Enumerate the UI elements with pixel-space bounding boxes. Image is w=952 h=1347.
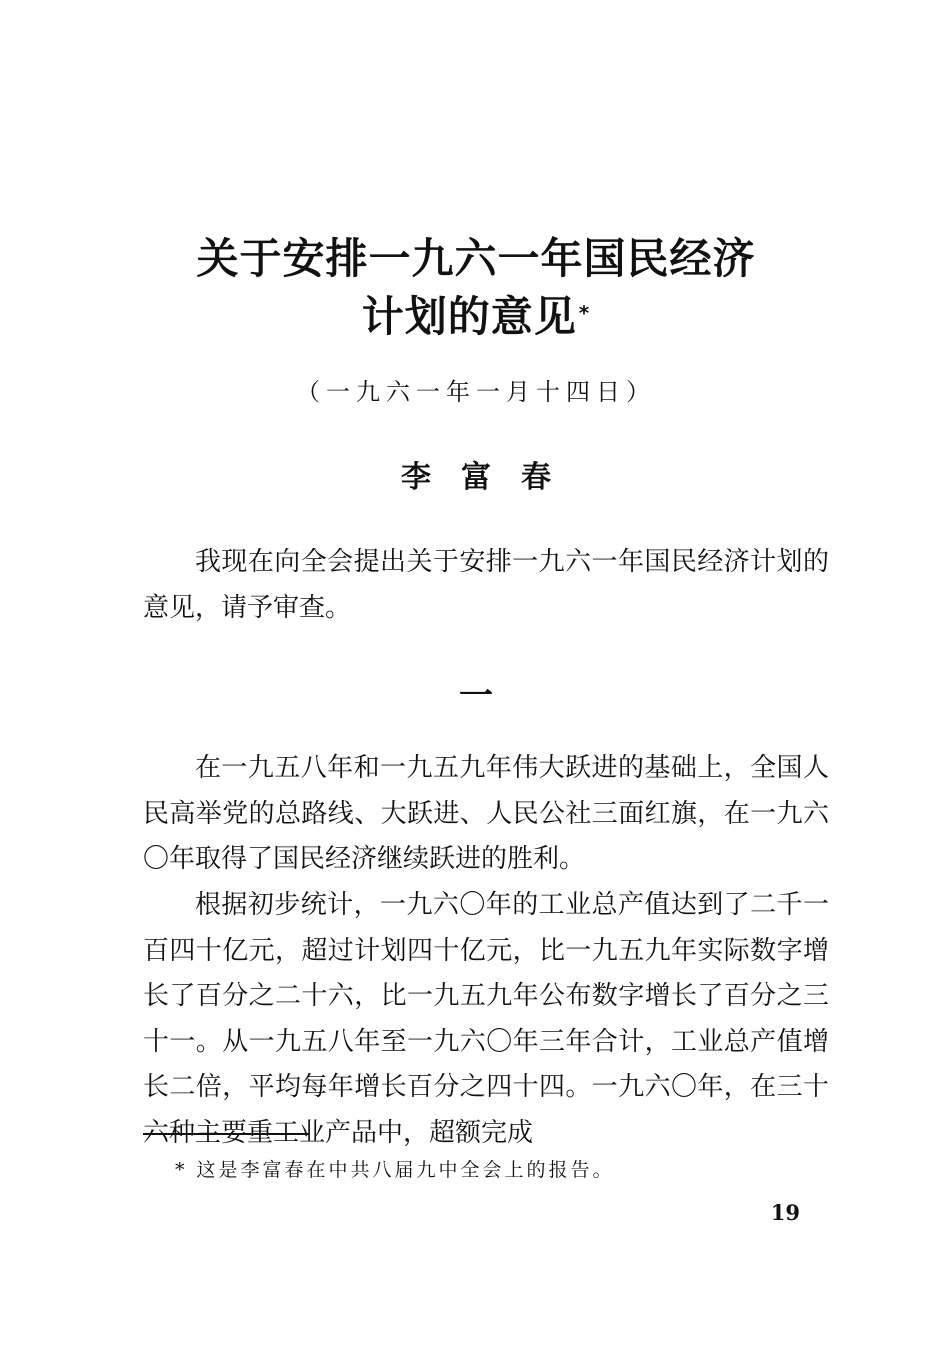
body-paragraph-1: 在一九五八年和一九五九年伟大跃进的基础上，全国人民高举党的总路线、大跃进、人民公社三面红旗，在一九六〇年取得了国民经济继续跃进的胜利。 [143,753,829,874]
intro-paragraph: 我现在向全会提出关于安排一九六一年国民经济计划的意见，请予审查。 [143,547,829,623]
title-line-1: 关于安排一九六一年国民经济 [196,234,756,283]
body-paragraph-2: 根据初步统计，一九六〇年的工业总产值达到了二千一百四十亿元，超过计划四十亿元，比一九五九年实际数字增长了百分之二十六，比一九五九年公布数字增长了百分之三十一。从一九五八年至一九六〇年三年合计，工业总产值增长二倍，平均每年增长百分之四十四。一九六〇年，在三十六种主要重工业产品中，超额完成 [143,890,829,1148]
title-line-2 [0,290,952,344]
footnote-divider [143,1133,309,1135]
footnote: * 这是李富春在中共八届九中全会上的报告。 [175,1159,615,1181]
section-heading: 一 [459,676,493,716]
title-line-2-text: 计划的意见 [361,292,577,341]
page-number: 19 [770,1200,800,1225]
author-name: 李富春 [401,460,581,495]
footnote-marker: * [578,301,591,325]
document-date: （一九六一年一月十四日） [296,378,656,406]
